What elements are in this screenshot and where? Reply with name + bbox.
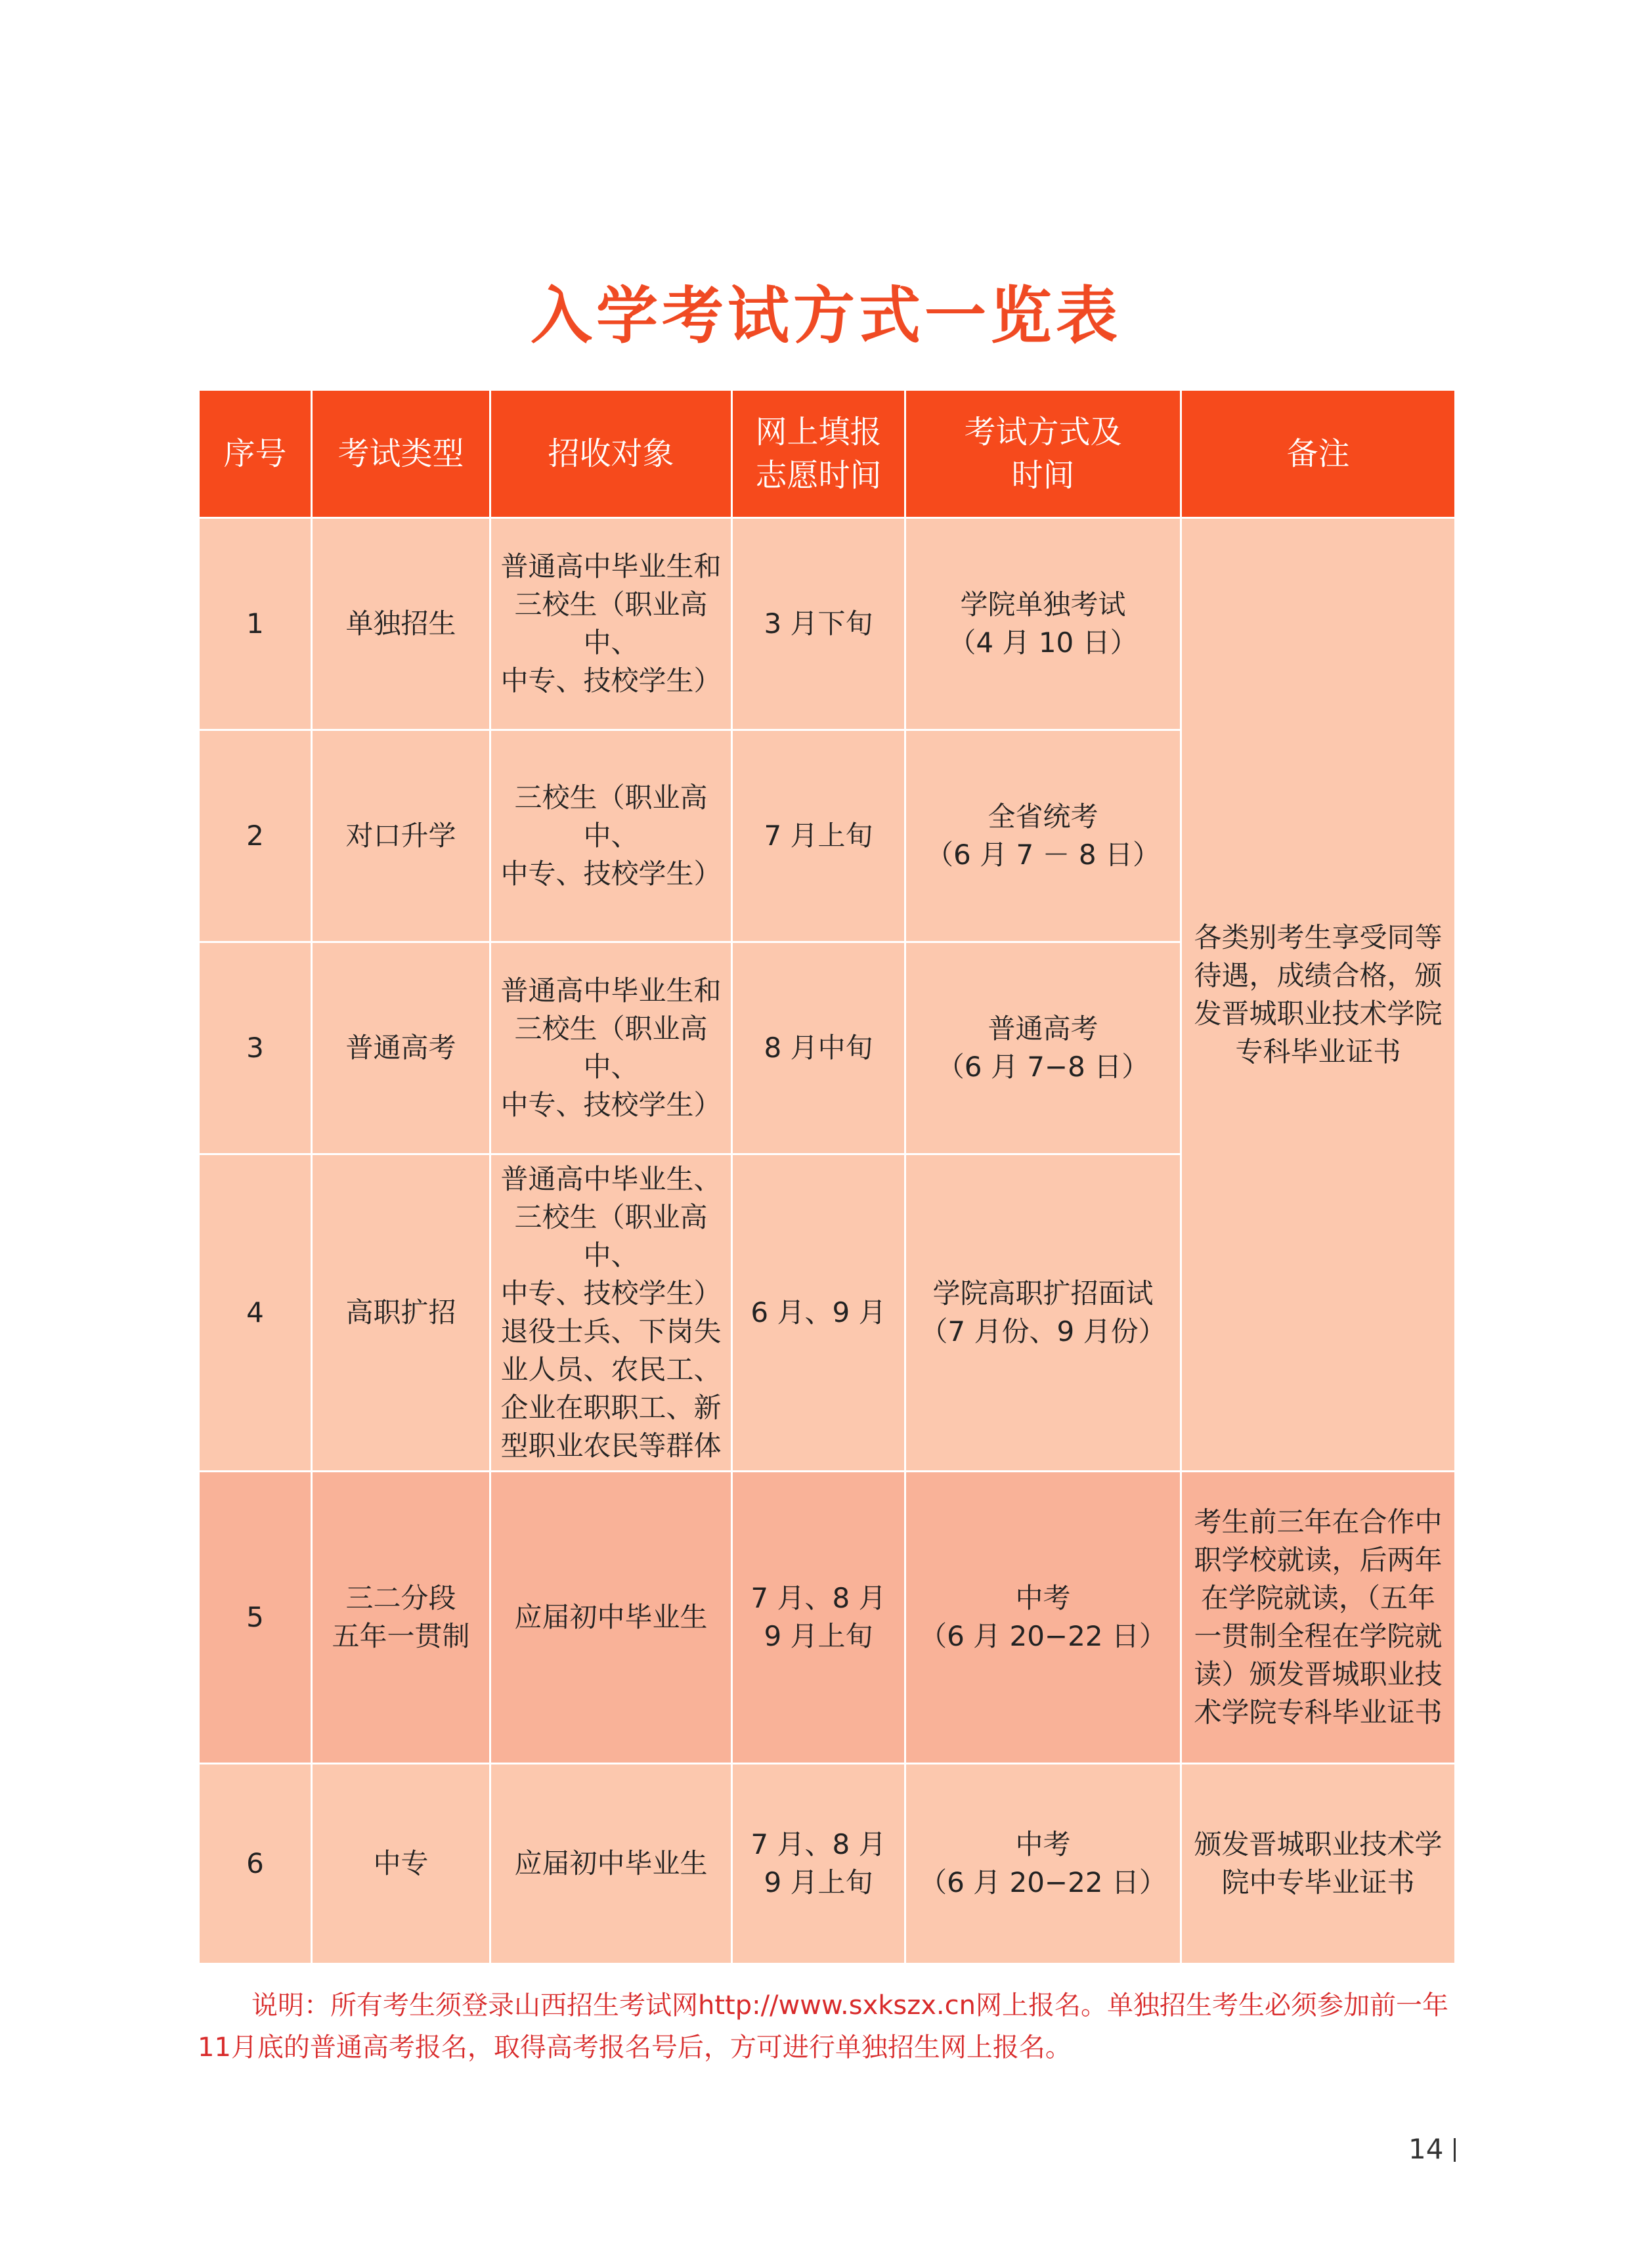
cell-apply-time: 3 月下旬 (732, 518, 905, 730)
cell-apply-time: 7 月、8 月 9 月上旬 (732, 1472, 905, 1764)
exam-methods-table (198, 389, 1456, 1965)
header-exam-method: 考试方式及 时间 (905, 390, 1181, 518)
header-no: 序号 (199, 390, 312, 518)
table-row (199, 1764, 1456, 1964)
cell-exam-method: 中考 （6 月 20−22 日） (905, 1764, 1181, 1964)
cell-note: 考生前三年在合作中 职学校就读，后两年 在学院就读，（五年 一贯制全程在学院就 读）颁发晋城职业技 术学院专科毕业证书 (1181, 1472, 1456, 1764)
cell-target: 普通高中毕业生和 三校生（职业高中、 中专、技校学生） (490, 942, 732, 1154)
cell-exam-method: 学院高职扩招面试 （7 月份、9 月份） (905, 1154, 1181, 1472)
page-number: 14 (1408, 2133, 1444, 2165)
cell-no: 3 (199, 942, 312, 1154)
cell-target: 普通高中毕业生、 三校生（职业高中、 中专、技校学生） 退役士兵、下岗失 业人员、农民工、 企业在职职工、新 型职业农民等群体 (490, 1154, 732, 1472)
header-type: 考试类型 (312, 390, 490, 518)
cell-no: 1 (199, 518, 312, 730)
table-row (199, 518, 1456, 730)
cell-target: 应届初中毕业生 (490, 1764, 732, 1964)
table-header-row (199, 390, 1456, 518)
cell-apply-time: 7 月上旬 (732, 730, 905, 942)
cell-apply-time: 6 月、9 月 (732, 1154, 905, 1472)
footnote: 说明：所有考生须登录山西招生考试网http://www.sxkszx.cn网上报名。单独招生考生必须参加前一年11月底的普通高考报名，取得高考报名号后，方可进行单独招生网上报名。 (198, 1990, 1448, 2063)
cell-apply-time: 8 月中旬 (732, 942, 905, 1154)
cell-target: 应届初中毕业生 (490, 1472, 732, 1764)
cell-type: 对口升学 (312, 730, 490, 942)
cell-type: 单独招生 (312, 518, 490, 730)
cell-apply-time: 7 月、8 月 9 月上旬 (732, 1764, 905, 1964)
cell-exam-method: 中考 （6 月 20−22 日） (905, 1472, 1181, 1764)
cell-exam-method: 普通高考 （6 月 7−8 日） (905, 942, 1181, 1154)
cell-no: 4 (199, 1154, 312, 1472)
cell-note-merged: 各类别考生享受同等 待遇，成绩合格，颁 发晋城职业技术学院 专科毕业证书 (1181, 518, 1456, 1472)
cell-target: 三校生（职业高中、 中专、技校学生） (490, 730, 732, 942)
cell-exam-method: 全省统考 （6 月 7 － 8 日） (905, 730, 1181, 942)
cell-no: 2 (199, 730, 312, 942)
cell-type: 普通高考 (312, 942, 490, 1154)
cell-target: 普通高中毕业生和 三校生（职业高中、 中专、技校学生） (490, 518, 732, 730)
cell-no: 5 (199, 1472, 312, 1764)
cell-no: 6 (199, 1764, 312, 1964)
page-title: 入学考试方式一览表 (530, 280, 1121, 352)
header-apply-time: 网上填报 志愿时间 (732, 390, 905, 518)
header-target: 招收对象 (490, 390, 732, 518)
cell-type: 高职扩招 (312, 1154, 490, 1472)
page-number-divider (1454, 2138, 1456, 2162)
table-row (199, 1472, 1456, 1764)
cell-type: 三二分段 五年一贯制 (312, 1472, 490, 1764)
cell-note: 颁发晋城职业技术学 院中专毕业证书 (1181, 1764, 1456, 1964)
cell-type: 中专 (312, 1764, 490, 1964)
header-note: 备注 (1181, 390, 1456, 518)
cell-exam-method: 学院单独考试 （4 月 10 日） (905, 518, 1181, 730)
